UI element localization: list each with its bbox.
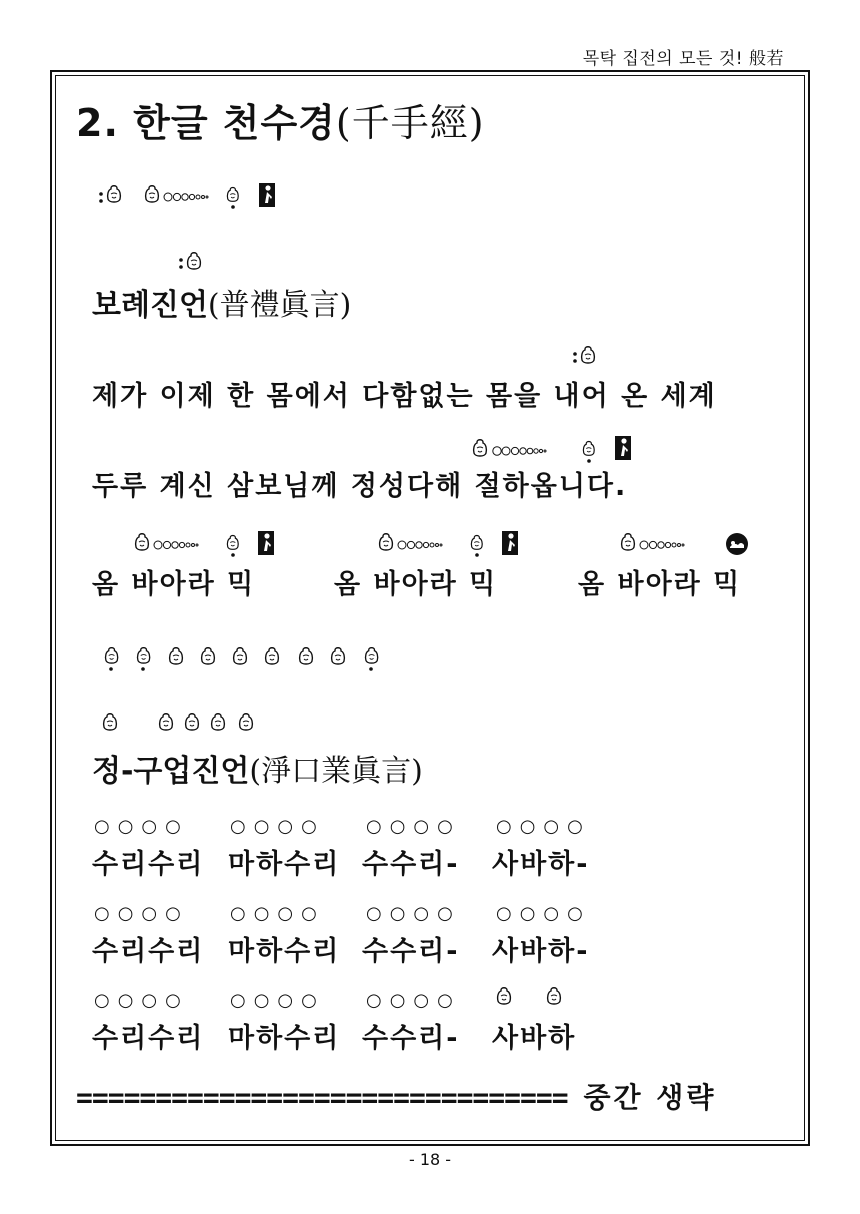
circle-group: ○○○○ <box>496 903 591 924</box>
circle-group: ○○○○ <box>366 903 461 924</box>
chant-cell: 수수리- <box>362 936 460 967</box>
circle-group: ○○○○ <box>230 816 325 837</box>
page-number: - 18 - <box>408 1150 452 1169</box>
chant-cell: 수리수리 <box>92 849 205 880</box>
page-frame-inner <box>55 75 805 1141</box>
title-main: 2. 한글 천수경 <box>76 101 336 145</box>
circle-group: ○○○○ <box>366 990 461 1011</box>
chant-cell: 수리수리 <box>92 1023 205 1054</box>
heading-hanja: (普禮眞言) <box>207 288 352 323</box>
text-line-2: 두루 계신 삼보님께 정성다해 절하옵니다. <box>92 471 628 502</box>
moktak-roll-icon <box>146 186 208 202</box>
chant-cell: 마하수리 <box>228 936 341 967</box>
circle-group: ○○○○ <box>94 903 189 924</box>
heading-hanja: (淨口業眞言) <box>249 754 423 789</box>
section-heading-borye <box>92 280 351 324</box>
chant-cell: 수수리- <box>362 1023 460 1054</box>
page-header: 목탁 집전의 모든 것! 般若 <box>582 49 784 69</box>
circle-group: ○○○○ <box>94 816 189 837</box>
moktak-row-2 <box>100 708 270 738</box>
chant-cell: 사바하- <box>492 936 590 967</box>
title-hanja: (千手經) <box>335 101 485 145</box>
page-title <box>76 92 485 147</box>
separator-equals: =============================== <box>76 1081 568 1114</box>
chant-cell: 마하수리 <box>228 849 341 880</box>
separator-text: 중간 생략 <box>583 1081 717 1114</box>
moktak-dot-icon <box>572 342 602 370</box>
heading-text: 정-구업진언 <box>92 754 250 789</box>
chant-cell: 사바하 <box>492 1023 577 1054</box>
symbol-row-2 <box>470 432 640 464</box>
symbol-row-3c <box>618 528 758 560</box>
circle-group: ○○○○ <box>230 990 325 1011</box>
chant-cell: 수수리- <box>362 849 460 880</box>
text-line-1: 제가 이제 한 몸에서 다함없는 몸을 내어 온 세계 <box>92 381 717 412</box>
symbol-row-3a <box>132 528 282 560</box>
bow-figure-icon <box>259 183 275 207</box>
moktak-row <box>102 640 392 676</box>
symbol-row-1 <box>98 178 298 212</box>
chant-cell: 수리수리 <box>92 936 205 967</box>
mantra-3: 옴 바아라 믹 <box>578 569 742 600</box>
circle-group: ○○○○ <box>230 903 325 924</box>
mantra-1: 옴 바아라 믹 <box>92 569 256 600</box>
circle-group: ○○○○ <box>366 816 461 837</box>
heading-text: 보례진언 <box>92 288 208 323</box>
moktak-dot-icon <box>227 187 238 208</box>
bow-figure-icon <box>615 436 631 460</box>
circle-group: ○○○○ <box>496 816 591 837</box>
chant-cell: 마하수리 <box>228 1023 341 1054</box>
chant-cell: 사바하- <box>492 849 590 880</box>
moktak-roll-icon <box>474 440 546 456</box>
section-heading-jeonggu <box>92 746 423 790</box>
circle-group: ○○○○ <box>94 990 189 1011</box>
separator-line <box>76 1076 716 1116</box>
moktak-icon <box>494 982 574 1012</box>
moktak-dot-icon <box>583 441 594 462</box>
moktak-dot-icon <box>99 186 120 203</box>
moktak-dot-icon <box>178 248 208 276</box>
mantra-2: 옴 바아라 믹 <box>334 569 498 600</box>
symbol-row-3b <box>376 528 526 560</box>
